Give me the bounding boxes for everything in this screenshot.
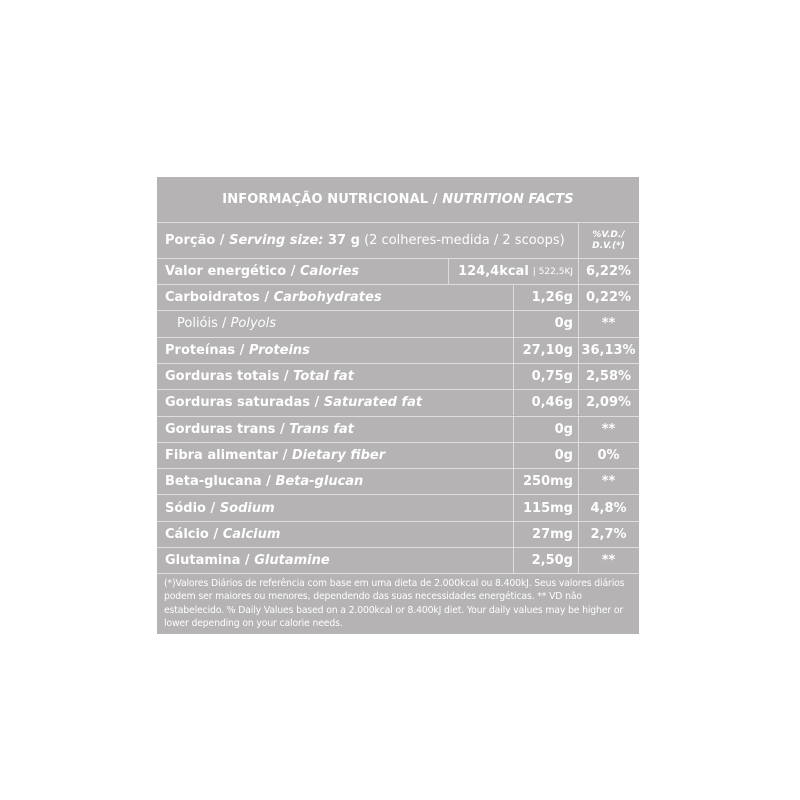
nutrient-label [165, 338, 310, 363]
calories-row [157, 258, 639, 284]
nutrient-pt: Fibra alimentar [165, 447, 279, 463]
nutrient-row [157, 521, 639, 547]
nutrient-pt: Gorduras trans [165, 421, 276, 437]
nutrient-separator: / [208, 526, 223, 542]
nutrient-separator: / [235, 342, 249, 358]
nutrient-en: Dietary fiber [291, 447, 386, 463]
calories-value [449, 259, 573, 284]
nutrient-separator: / [275, 421, 290, 437]
nutrient-en: Polyols [230, 316, 276, 332]
nutrient-dv: 4,8% [590, 500, 627, 516]
nutrient-value: 27,10g [522, 342, 573, 358]
nutrient-pt: Beta-glucana [165, 474, 262, 490]
serving-pt: Porção [165, 233, 216, 248]
nutrient-value: 0g [554, 421, 573, 437]
dv-header-line2: D.V.(*) [592, 240, 625, 251]
nutrient-separator: / [279, 369, 294, 385]
nutrient-row [157, 416, 639, 442]
calories-kj: | 522,5KJ [532, 266, 573, 277]
panel-title [157, 177, 639, 222]
nutrient-separator: / [261, 474, 276, 490]
nutrient-label [165, 469, 363, 494]
serving-detail: (2 colheres-medida / 2 scoops) [359, 233, 565, 248]
nutrient-value: 2,50g [531, 553, 573, 569]
nutrient-label [165, 495, 275, 520]
nutrient-value: 115mg [523, 500, 573, 516]
nutrient-dv: 2,7% [590, 526, 627, 542]
nutrient-row [157, 363, 639, 389]
nutrient-row [157, 547, 639, 573]
calories-pt: Valor energético [165, 264, 287, 279]
nutrient-en: Beta-glucan [275, 474, 364, 490]
serving-separator: / [215, 233, 230, 248]
nutrient-separator: / [278, 447, 292, 463]
nutrient-row [157, 337, 639, 363]
nutrient-value: 250mg [523, 474, 573, 490]
nutrient-pt: Carboidratos [165, 290, 260, 306]
calories-label [165, 259, 359, 284]
dv-header [578, 223, 639, 258]
nutrient-label [177, 311, 276, 336]
nutrient-value: 0,75g [531, 369, 573, 385]
nutrient-dv: ** [601, 553, 616, 569]
nutrient-row [157, 442, 639, 468]
nutrient-label [165, 417, 354, 442]
nutrient-label [165, 285, 382, 310]
serving-row [157, 222, 639, 258]
nutrient-separator: / [206, 500, 220, 516]
title-pt: INFORMAÇÃO NUTRICIONAL [222, 192, 429, 207]
serving-label [165, 223, 565, 258]
nutrient-dv: ** [601, 474, 616, 490]
nutrient-pt: Polióis [177, 316, 218, 332]
nutrient-dv: 36,13% [581, 342, 636, 358]
calories-dv: 6,22% [585, 264, 632, 279]
nutrient-value: 0g [554, 316, 573, 332]
nutrient-label [165, 390, 422, 415]
nutrient-separator: / [259, 290, 274, 306]
nutrient-en: Proteins [248, 342, 310, 358]
calories-en: Calories [300, 264, 360, 279]
nutrient-value: 0g [554, 447, 573, 463]
title-row [157, 177, 639, 222]
dv-header-line1: %V.D./ [592, 229, 625, 240]
nutrient-en: Carbohydrates [273, 290, 382, 306]
nutrient-separator: / [310, 395, 324, 411]
nutrient-pt: Sódio [165, 500, 206, 516]
nutrient-pt: Gorduras totais [165, 369, 280, 385]
nutrient-row [157, 284, 639, 310]
calories-separator: / [286, 264, 300, 279]
nutrient-value: 27mg [532, 526, 573, 542]
nutrient-pt: Cálcio [165, 526, 209, 542]
serving-en: Serving size: [229, 233, 324, 248]
nutrient-pt: Proteínas [165, 342, 236, 358]
nutrient-dv: 0% [597, 447, 620, 463]
nutrient-dv: ** [601, 316, 616, 332]
nutrient-value: 1,26g [531, 290, 573, 306]
nutrient-en: Sodium [219, 500, 275, 516]
footnote: (*)Valores Diários de referência com base em uma dieta de 2.000kcal ou 8.400kJ. Seus valores diários podem ser maiores ou menores, dependendo das suas necessidades energéticas. ** VD não estabelecido. % Daily Values based on a 2.000kcal or 8.400kJ diet. Your daily values may be higher or lower depending on your calorie needs. [157, 573, 639, 634]
nutrient-dv: 0,22% [585, 290, 632, 306]
calories-kcal: 124,4kcal [458, 264, 529, 279]
nutrient-row [157, 389, 639, 415]
nutrient-value: 0,46g [531, 395, 573, 411]
serving-amount: 37 g [323, 233, 360, 248]
nutrient-label [165, 548, 330, 573]
nutrient-en: Trans fat [289, 421, 355, 437]
nutrient-row [157, 468, 639, 494]
title-separator: / [428, 192, 443, 207]
nutrient-separator: / [240, 553, 255, 569]
nutrient-dv: 2,09% [585, 395, 632, 411]
nutrient-pt: Glutamina [165, 553, 241, 569]
nutrient-pt: Gorduras saturadas [165, 395, 310, 411]
nutrient-label [165, 522, 280, 547]
nutrition-facts-panel [157, 177, 639, 634]
nutrient-dv: 2,58% [585, 369, 632, 385]
nutrient-en: Saturated fat [323, 395, 423, 411]
nutrient-en: Calcium [222, 526, 281, 542]
nutrient-en: Glutamine [254, 553, 330, 569]
nutrient-label [165, 443, 385, 468]
nutrient-en: Total fat [293, 369, 354, 385]
nutrient-row [157, 494, 639, 520]
nutrient-separator: / [217, 316, 231, 332]
nutrient-label [165, 364, 354, 389]
nutrient-row [157, 310, 639, 336]
title-en: NUTRITION FACTS [442, 192, 574, 207]
nutrient-dv: ** [601, 421, 616, 437]
